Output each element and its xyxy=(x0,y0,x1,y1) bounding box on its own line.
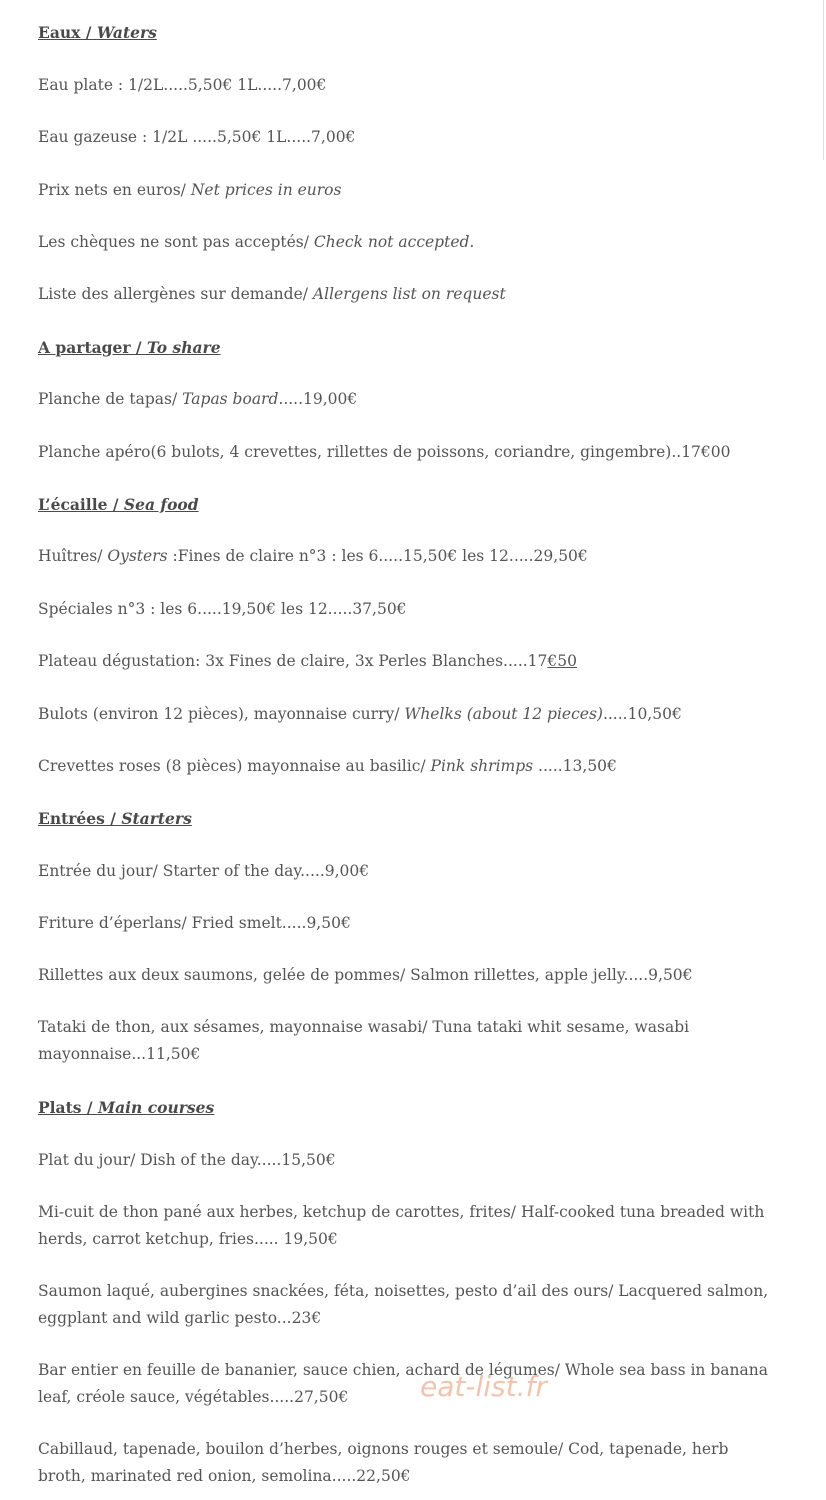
note-checks: Les chèques ne sont pas acceptés/ Check not accepted. xyxy=(38,233,475,251)
menu-item-rillettes: Rillettes aux deux saumons, gelée de pommes/ Salmon rillettes, apple jelly.....9,50€ xyxy=(38,966,693,984)
section-heading-waters: Eaux / Waters xyxy=(38,23,157,42)
menu-item-starter-day: Entrée du jour/ Starter of the day.....9,00€ xyxy=(38,862,370,880)
menu-item-plateau: Plateau dégustation: 3x Fines de claire, 3x Perles Blanches.....17€50 xyxy=(38,652,577,670)
menu-item-speciales: Spéciales n°3 : les 6.....19,50€ les 12.....37,50€ xyxy=(38,600,407,618)
menu-item-tataki: Tataki de thon, aux sésames, mayonnaise wasabi/ Tuna tataki whit sesame, wasabi mayonnaise...11,50€ xyxy=(38,1018,690,1063)
section-heading-seafood: L’écaille / Sea food xyxy=(38,495,199,514)
menu-item-sparkling-water: Eau gazeuse : 1/2L .....5,50€ 1L.....7,00€ xyxy=(38,128,356,146)
menu-item-cod: Cabillaud, tapenade, bouilon d’herbes, oignons rouges et semoule/ Cod, tapenade, herb broth, marinated red onion, semolina.....22,50€ xyxy=(38,1440,729,1485)
section-heading-share: A partager / To share xyxy=(38,338,221,357)
menu-item-salmon: Saumon laqué, aubergines snackées, féta, noisettes, pesto d’ail des ours/ Lacquered salmon, eggplant and wild garlic pesto...23€ xyxy=(38,1282,769,1327)
note-allergens: Liste des allergènes sur demande/ Allergens list on request xyxy=(38,285,506,303)
menu-item-dish-day: Plat du jour/ Dish of the day.....15,50€ xyxy=(38,1151,336,1169)
menu-item-smelt: Friture d’éperlans/ Fried smelt.....9,50€ xyxy=(38,914,351,932)
menu-item-seabass: Bar entier en feuille de bananier, sauce chien, achard de légumes/ Whole sea bass in banana leaf, créole sauce, végétables.....27,50€ xyxy=(38,1361,768,1406)
note-net-prices: Prix nets en euros/ Net prices in euros xyxy=(38,181,342,199)
divider xyxy=(823,0,824,160)
menu-item-shrimps: Crevettes roses (8 pièces) mayonnaise au basilic/ Pink shrimps .....13,50€ xyxy=(38,757,617,775)
watermark-logo: eat-list.fr xyxy=(420,1370,547,1403)
menu-item-apero: Planche apéro(6 bulots, 4 crevettes, rillettes de poissons, coriandre, gingembre)..17€00 xyxy=(38,443,731,461)
menu-item-whelks: Bulots (environ 12 pièces), mayonnaise curry/ Whelks (about 12 pieces).....10,50€ xyxy=(38,705,682,723)
menu-item-oysters: Huîtres/ Oysters :Fines de claire n°3 : les 6.....15,50€ les 12.....29,50€ xyxy=(38,547,588,565)
section-heading-starters: Entrées / Starters xyxy=(38,809,192,828)
section-heading-mains: Plats / Main courses xyxy=(38,1098,215,1117)
menu-item-tuna: Mi-cuit de thon pané aux herbes, ketchup de carottes, frites/ Half-cooked tuna breaded with herds, carrot ketchup, fries..... 19,50€ xyxy=(38,1203,765,1248)
menu-item-flat-water: Eau plate : 1/2L.....5,50€ 1L.....7,00€ xyxy=(38,76,327,94)
menu-item-tapas: Planche de tapas/ Tapas board.....19,00€ xyxy=(38,390,358,408)
